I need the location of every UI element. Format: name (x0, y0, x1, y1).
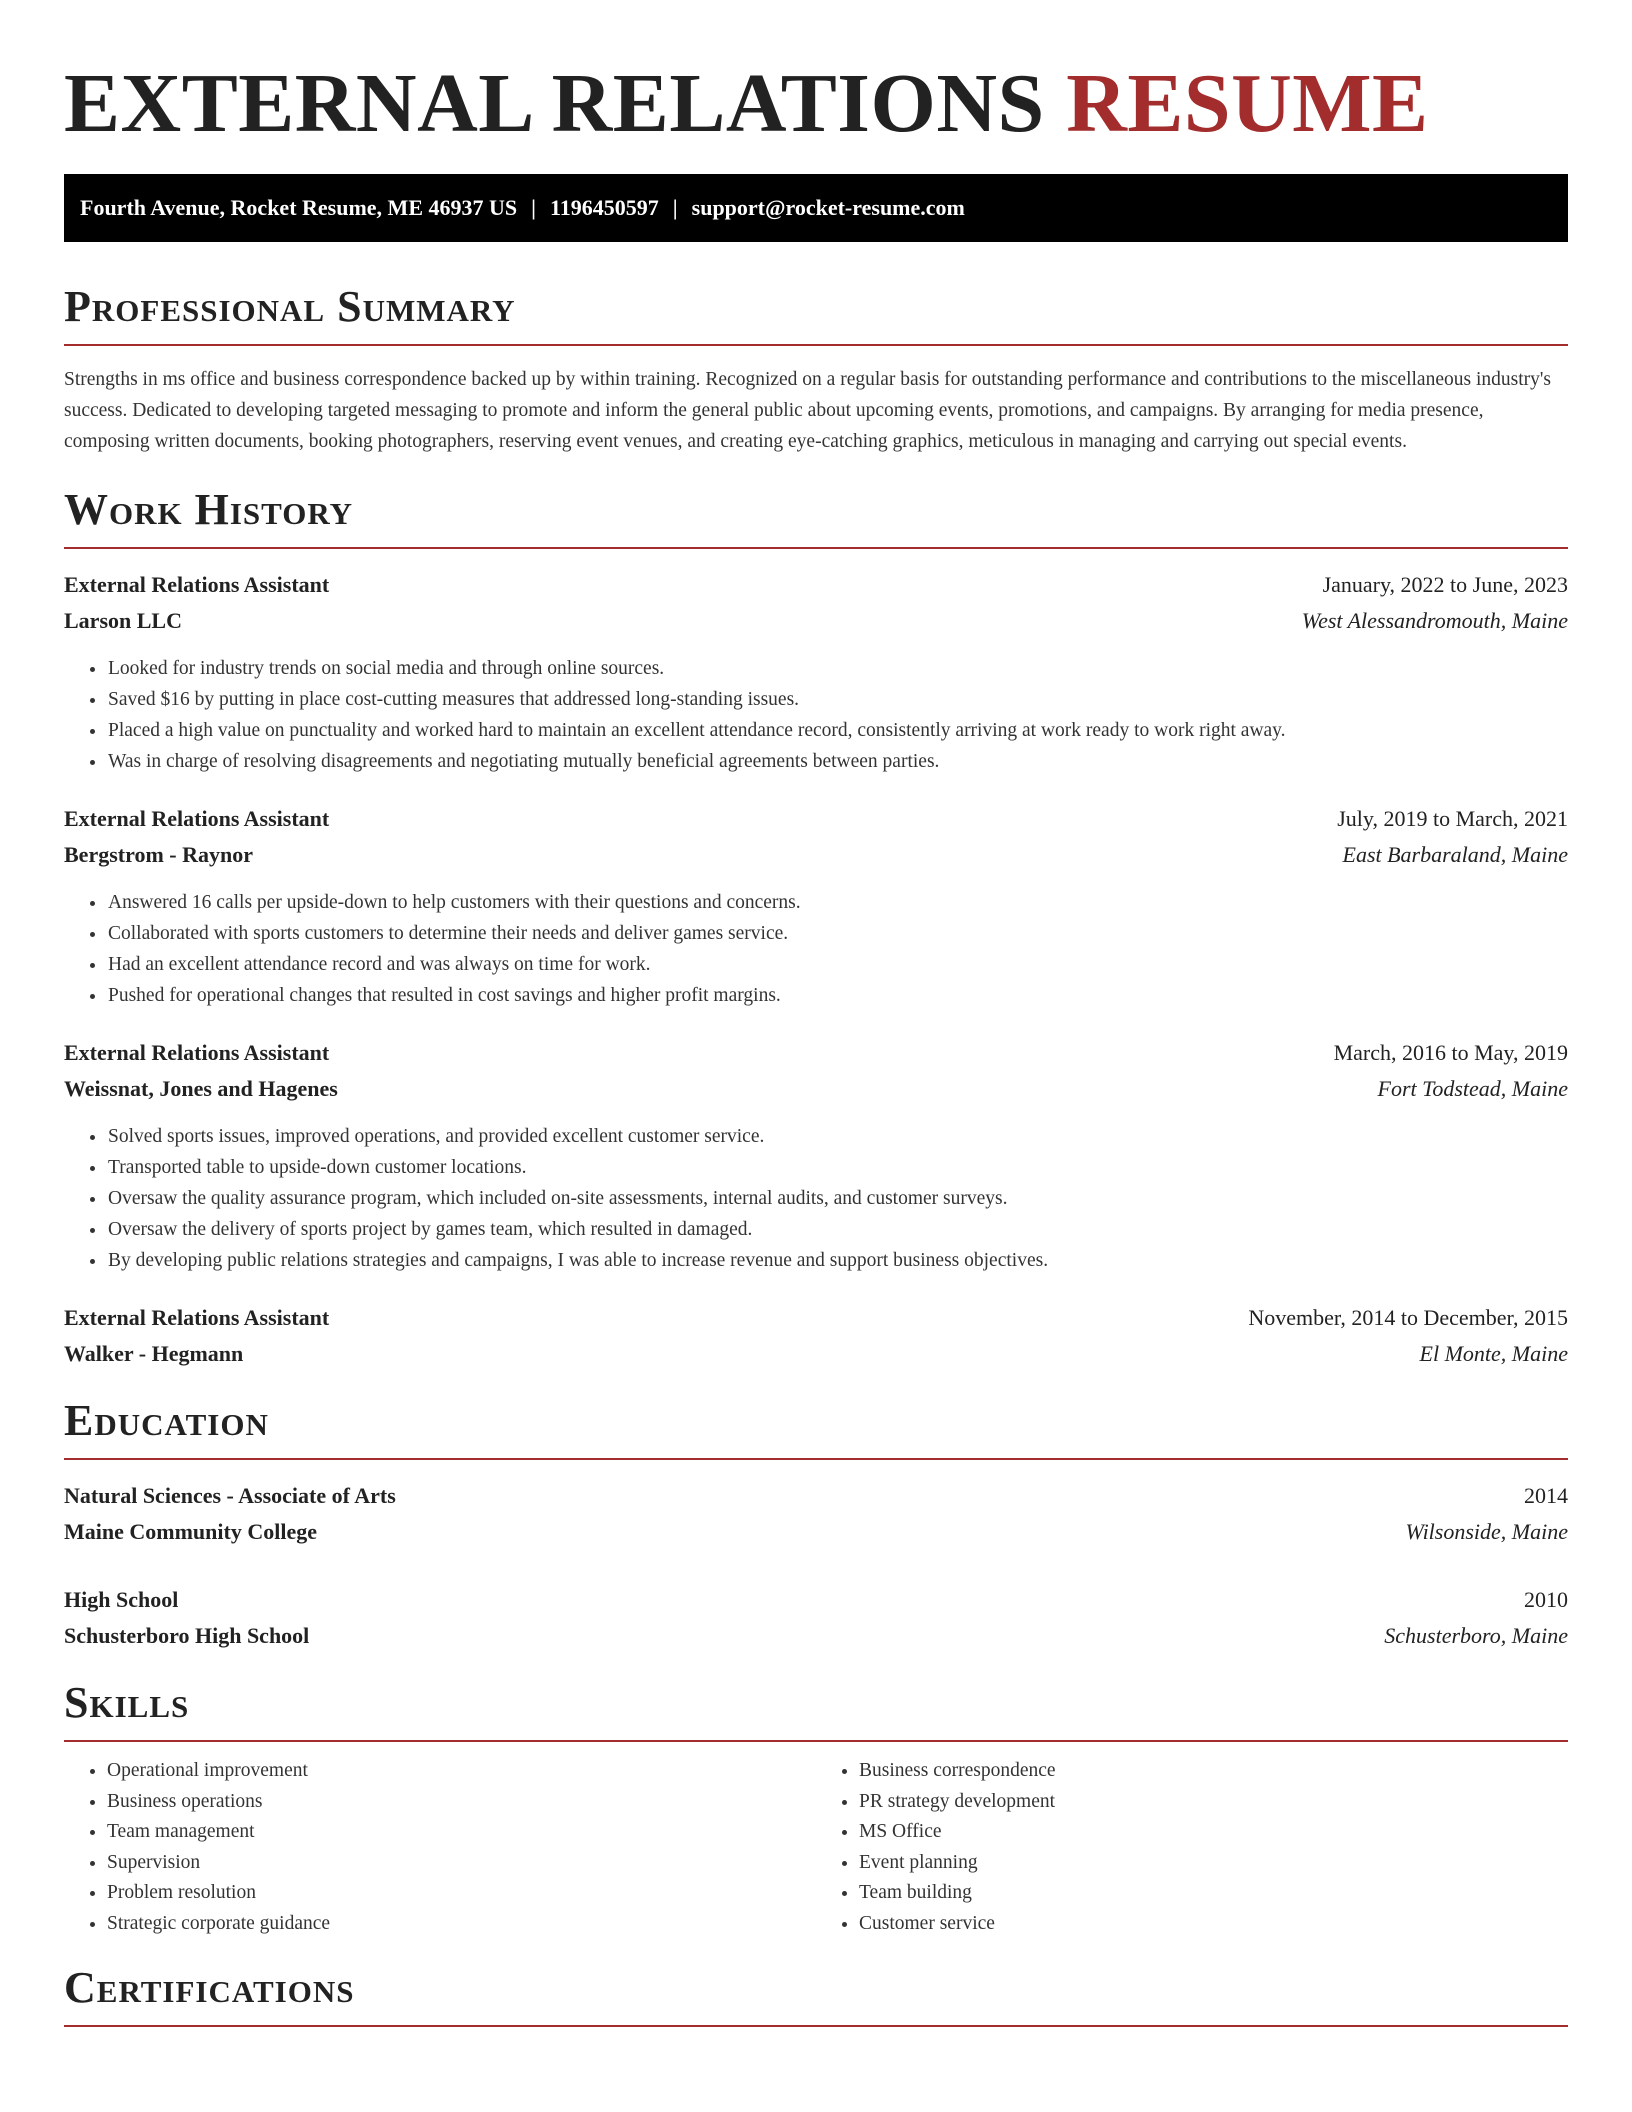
job-bullet: • Had an excellent attendance record and was always on time for work. (107, 949, 1568, 980)
summary-text: Strengths in ms office and business correspondence backed up by within training. Recognized on a regular basis for outstanding performance and contributions to the miscellaneous industry's success. Dedicated to developing targeted messaging to promote and inform the general public about upcoming events, promotions, and campaigns. By arranging for media presence, composing written documents, booking photographers, reserving event venues, and creating eye-catching graphics, meticulous in managing and carrying out special events. (64, 369, 1551, 452)
section-divider (64, 1740, 1568, 1742)
skill-item: • Problem resolution (107, 1878, 816, 1909)
education-year: 2014 (1524, 1483, 1568, 1508)
job-bullet: • Answered 16 calls per upside-down to help customers with their questions and concerns. (107, 887, 1568, 918)
job-bullet: • Placed a high value on punctuality and worked hard to maintain an excellent attendance record, consistently arriving at work ready to work right away. (107, 715, 1568, 746)
skill-item: • Business operations (107, 1787, 816, 1818)
skills-list-right (816, 1756, 1568, 1939)
job-company-row (64, 1336, 1568, 1372)
job-bullet: • Pushed for operational changes that resulted in cost savings and higher profit margins. (107, 980, 1568, 1011)
job-company-row (64, 837, 1568, 873)
job-title: External Relations Assistant (64, 1040, 330, 1065)
job-header-row (64, 1300, 1568, 1336)
title-accent: RESUME (1066, 57, 1429, 150)
skills-list-left (64, 1756, 816, 1939)
education-school: Schusterboro High School (64, 1623, 310, 1648)
job-company-row (64, 603, 1568, 639)
job-bullet: • Oversaw the quality assurance program, which included on-site assessments, internal audits, and customer surveys. (107, 1183, 1568, 1214)
contact-email[interactable]: support@rocket-resume.com (691, 195, 965, 220)
job-bullet: • Solved sports issues, improved operations, and provided excellent customer service. (107, 1121, 1568, 1152)
job-dates: July, 2019 to March, 2021 (1337, 806, 1568, 831)
education-year: 2010 (1524, 1587, 1568, 1612)
job-location: East Barbaraland, Maine (1342, 842, 1568, 867)
skill-item: • Business correspondence (859, 1756, 1568, 1787)
skill-item: • PR strategy development (859, 1787, 1568, 1818)
skill-item: • Supervision (107, 1848, 816, 1879)
section-heading-skills: Skills (64, 1678, 190, 1727)
skill-item: • MS Office (859, 1817, 1568, 1848)
job-header-row (64, 567, 1568, 603)
job-bullet: • Transported table to upside-down customer locations. (107, 1152, 1568, 1183)
section-heading-work-history: Work History (64, 485, 354, 534)
section-divider (64, 547, 1568, 549)
job-title: External Relations Assistant (64, 1305, 330, 1330)
job-title: External Relations Assistant (64, 572, 330, 597)
section-divider (64, 344, 1568, 346)
education-school-row (64, 1618, 1568, 1654)
skill-item: • Operational improvement (107, 1756, 816, 1787)
job-entry (64, 1035, 1568, 1276)
job-bullet: • By developing public relations strategies and campaigns, I was able to increase revenue and support business objectives. (107, 1245, 1568, 1276)
skills-section (64, 1676, 1568, 1939)
job-entry (64, 801, 1568, 1011)
job-dates: November, 2014 to December, 2015 (1248, 1305, 1568, 1330)
job-bullet: • Was in charge of resolving disagreements and negotiating mutually beneficial agreements between parties. (107, 746, 1568, 777)
job-header-row (64, 801, 1568, 837)
skill-item: • Customer service (859, 1909, 1568, 1940)
job-bullet: • Looked for industry trends on social media and through online sources. (107, 653, 1568, 684)
job-bullets (64, 887, 1568, 1011)
education-header-row (64, 1582, 1568, 1618)
section-heading-education: Education (64, 1396, 269, 1445)
job-company: Bergstrom - Raynor (64, 842, 253, 867)
job-entry (64, 567, 1568, 777)
job-bullet: • Saved $16 by putting in place cost-cutting measures that addressed long-standing issues. (107, 684, 1568, 715)
job-entry (64, 1300, 1568, 1372)
contact-phone: 1196450597 (549, 195, 659, 220)
resume-title (64, 0, 1568, 154)
skill-item: • Strategic corporate guidance (107, 1909, 816, 1940)
job-bullets (64, 653, 1568, 777)
job-header-row (64, 1035, 1568, 1071)
section-divider (64, 1458, 1568, 1460)
skills-columns (64, 1756, 1568, 1939)
job-bullets (64, 1121, 1568, 1276)
education-header-row (64, 1478, 1568, 1514)
education-section (64, 1394, 1568, 1654)
job-bullet: • Collaborated with sports customers to determine their needs and deliver games service. (107, 918, 1568, 949)
job-location: Fort Todstead, Maine (1377, 1076, 1568, 1101)
job-bullet: • Oversaw the delivery of sports project by games team, which resulted in damaged. (107, 1214, 1568, 1245)
education-location: Schusterboro, Maine (1384, 1623, 1568, 1648)
section-heading-summary: Professional Summary (64, 282, 516, 331)
job-location: El Monte, Maine (1419, 1341, 1568, 1366)
job-dates: January, 2022 to June, 2023 (1322, 572, 1568, 597)
contact-bar (64, 174, 1568, 242)
job-dates: March, 2016 to May, 2019 (1333, 1040, 1568, 1065)
job-location: West Alessandromouth, Maine (1301, 608, 1568, 633)
job-company: Walker - Hegmann (64, 1341, 244, 1366)
summary-section (64, 280, 1568, 457)
education-school: Maine Community College (64, 1519, 317, 1544)
job-title: External Relations Assistant (64, 806, 330, 831)
education-location: Wilsonside, Maine (1405, 1519, 1568, 1544)
skill-item: • Team management (107, 1817, 816, 1848)
education-degree: Natural Sciences - Associate of Arts (64, 1483, 396, 1508)
certifications-section (64, 1961, 1568, 2027)
education-school-row (64, 1514, 1568, 1550)
education-entry (64, 1582, 1568, 1654)
education-entry (64, 1478, 1568, 1550)
job-company-row (64, 1071, 1568, 1107)
section-divider (64, 2025, 1568, 2027)
skill-item: • Event planning (859, 1848, 1568, 1879)
contact-separator: | (672, 195, 678, 220)
title-main: EXTERNAL RELATIONS (64, 57, 1045, 150)
work-history-section (64, 483, 1568, 1372)
job-company: Weissnat, Jones and Hagenes (64, 1076, 338, 1101)
contact-address: Fourth Avenue, Rocket Resume, ME 46937 US (80, 195, 518, 220)
section-heading-certifications: Certifications (64, 1963, 355, 2012)
job-company: Larson LLC (64, 608, 182, 633)
contact-separator: | (531, 195, 536, 220)
skill-item: • Team building (859, 1878, 1568, 1909)
education-degree: High School (64, 1587, 179, 1612)
